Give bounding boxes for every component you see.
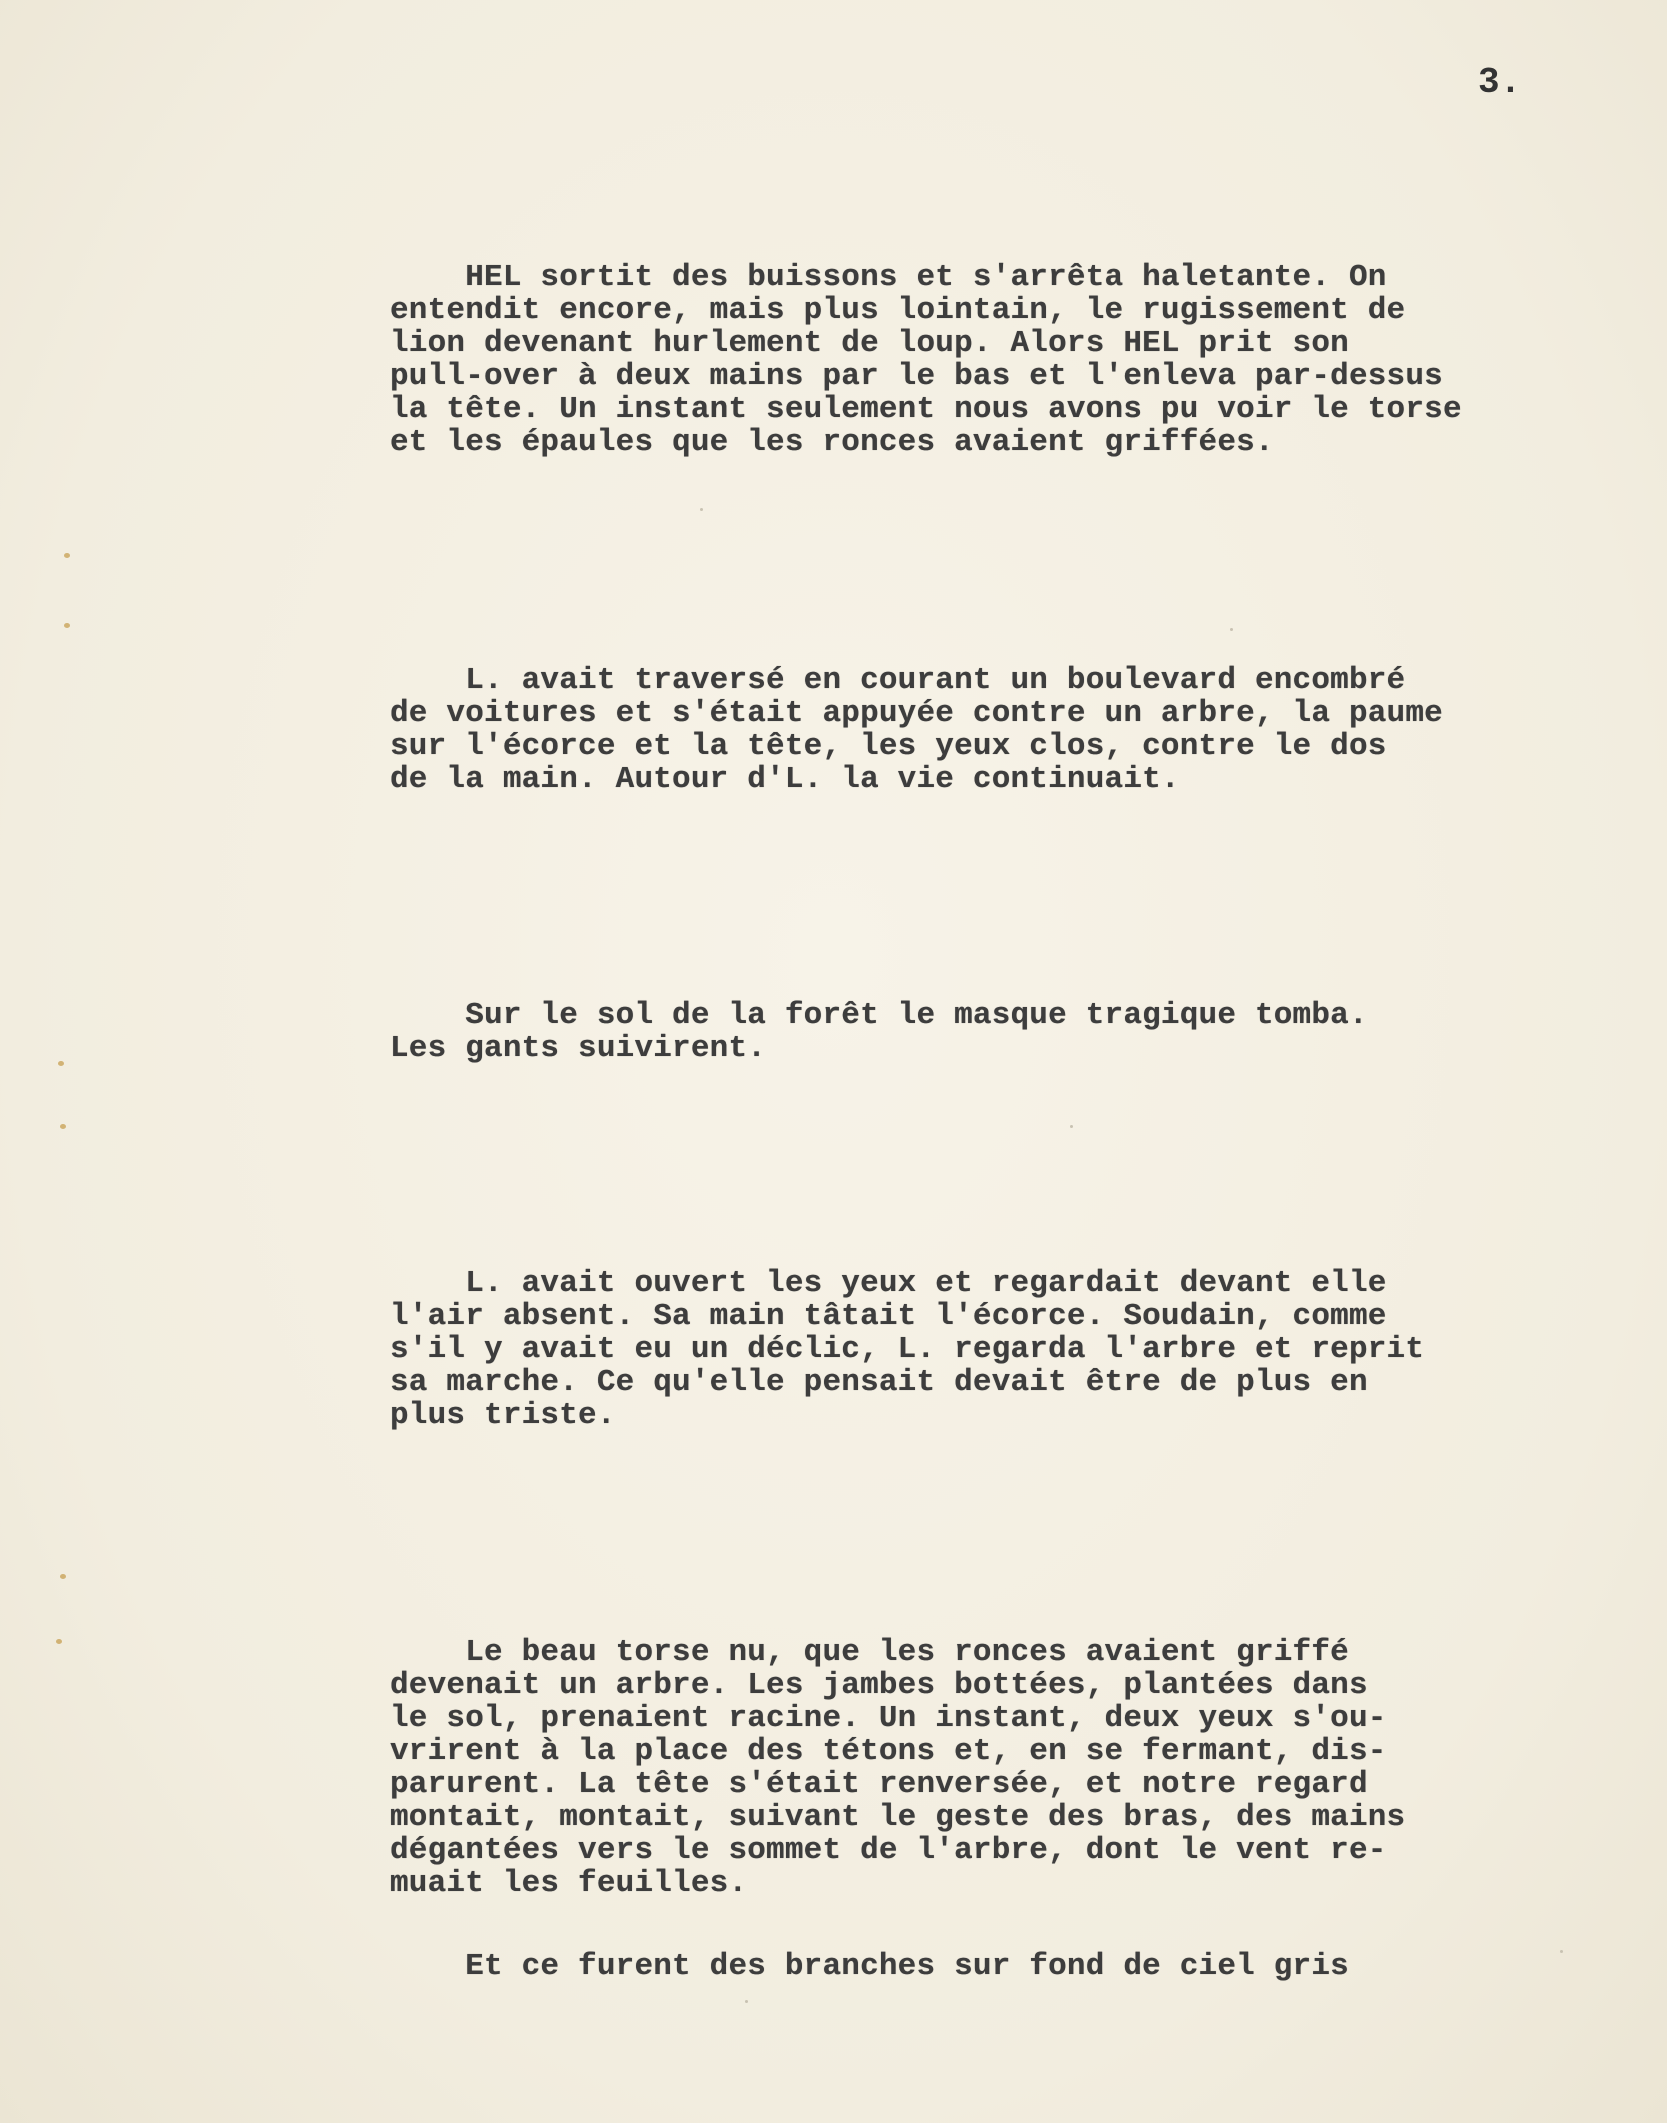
margin-mark [56,1639,62,1644]
line: de voitures et s'était appuyée contre un arbre, la paume [390,696,1443,731]
line: s'il y avait eu un déclic, L. regarda l'arbre et reprit [390,1332,1425,1367]
line: de la main. Autour d'L. la vie continuait. [390,762,1180,797]
line: vrirent à la place des tétons et, en se fermant, dis- [390,1734,1387,1769]
line: L. avait traversé en courant un boulevard encombré [390,663,1406,698]
paragraph-l-avait-ouvert [390,1267,1540,1432]
line: Le beau torse nu, que les ronces avaient griffé [390,1635,1349,1670]
line: L. avait ouvert les yeux et regardait devant elle [390,1266,1387,1301]
line: la tête. Un instant seulement nous avons pu voir le torse [390,392,1462,427]
paper-speck [700,508,703,511]
line: muait les feuilles. [390,1866,748,1901]
paragraph-et-ce-furent [390,1950,1540,1983]
paper-speck [745,2000,748,2003]
line: devenait un arbre. Les jambes bottées, plantées dans [390,1668,1368,1703]
margin-mark [58,1061,64,1066]
line: entendit encore, mais plus lointain, le rugissement de [390,293,1406,328]
line: parurent. La tête s'était renversée, et notre regard [390,1767,1368,1802]
paper-speck [1070,1125,1073,1128]
margin-mark [60,1124,66,1129]
line: et les épaules que les ronces avaient griffées. [390,425,1274,460]
line: plus triste. [390,1398,616,1433]
paper-speck [1560,1950,1563,1953]
paragraph-sur-le-sol [390,999,1540,1065]
line: lion devenant hurlement de loup. Alors HEL prit son [390,326,1349,361]
margin-mark [60,1574,66,1579]
line: Sur le sol de la forêt le masque tragique tomba. [390,998,1368,1033]
line: Les gants suivirent. [390,1031,767,1066]
line: HEL sortit des buissons et s'arrêta haletante. On [390,260,1387,295]
line: dégantées vers le sommet de l'arbre, dont le vent re- [390,1833,1387,1868]
paragraph-l-avait-traverse [390,664,1540,796]
line: sur l'écorce et la tête, les yeux clos, contre le dos [390,729,1387,764]
line: sa marche. Ce qu'elle pensait devait être de plus en [390,1365,1368,1400]
margin-mark [64,553,70,558]
line: l'air absent. Sa main tâtait l'écorce. Soudain, comme [390,1299,1387,1334]
line: pull-over à deux mains par le bas et l'enleva par-dessus [390,359,1443,394]
page-number: 3. [1478,62,1522,103]
paragraph-hel-sortit [390,261,1540,459]
line: montait, montait, suivant le geste des bras, des mains [390,1800,1406,1835]
paragraph-le-beau-torse [390,1636,1540,1900]
paper-speck [1230,628,1233,631]
line: le sol, prenaient racine. Un instant, deux yeux s'ou- [390,1701,1387,1736]
line: Et ce furent des branches sur fond de ciel gris [390,1949,1349,1984]
margin-mark [64,623,70,628]
